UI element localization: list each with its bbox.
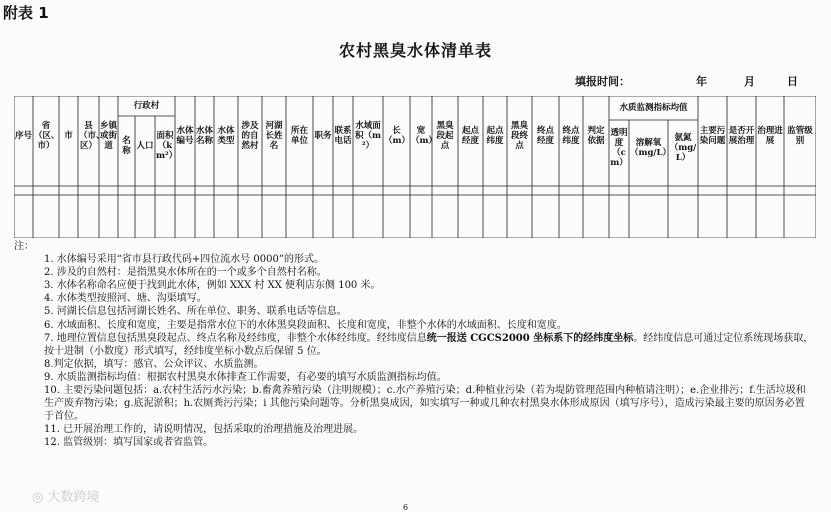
note-2: 2. 涉及的自然村：是指黑臭水体所在的一个或多个自然村名称。 bbox=[44, 267, 327, 279]
table-header-cell: 水域面积（m²） bbox=[355, 121, 381, 151]
table-header-cell: 终点经度 bbox=[536, 126, 554, 146]
table-header-cell: 联系电话 bbox=[334, 126, 352, 146]
date-month: 月 bbox=[744, 75, 755, 88]
note-8: 8.判定依据，填写：感官、公众评议、水质监测。 bbox=[44, 358, 264, 370]
table-header-cell: 序号 bbox=[15, 131, 33, 141]
notes-label: 注： bbox=[14, 241, 34, 252]
table-header-cell: 水体编号 bbox=[176, 126, 194, 146]
table-header-cell: 人口 bbox=[136, 141, 154, 151]
table-header-cell: 名称 bbox=[122, 136, 131, 156]
table-header-cell: 起点经度 bbox=[461, 126, 479, 146]
table-group-header-water-quality: 水质监测指标均值 bbox=[619, 103, 688, 113]
table-header-cell: 长（m） bbox=[384, 126, 410, 146]
table-header-cell: 黑臭段起点 bbox=[436, 121, 454, 151]
table-header-cell: 所在单位 bbox=[290, 126, 308, 146]
table-header-cell: 乡镇或街道 bbox=[100, 121, 118, 151]
table-header-cell: 县（市、区） bbox=[79, 121, 105, 151]
note-6: 6. 水域面积、长度和宽度，主要是指常水位下的水体黑臭段面积、长度和宽度，非整个水体的水域面积、长度和宽度。 bbox=[44, 319, 567, 331]
note-12: 12. 监管级别：填写国家或者省监管。 bbox=[44, 437, 214, 449]
table-header-cell: 溶解氧（mg/L） bbox=[630, 138, 672, 158]
inventory-table-grid bbox=[14, 96, 816, 238]
note-11: 11. 已开展治理工作的，请说明情况，包括采取的治理措施及治理进展。 bbox=[44, 424, 364, 436]
note-3: 3. 水体名称命名应便于找到此水体，例如 XXX 村 XX 便利店东侧 100 米。 bbox=[44, 280, 381, 292]
page-number: 6 bbox=[403, 503, 409, 512]
table-header-cell: 宽（m） bbox=[411, 126, 437, 146]
watermark-logo-icon: ◎ bbox=[32, 490, 48, 505]
table-header-cell: 涉及的自然村 bbox=[241, 121, 259, 151]
table-header-cell: 透明度（cm） bbox=[610, 128, 628, 168]
table-header-cell: 水体名称 bbox=[196, 126, 214, 146]
table-header-cell: 省（区、市） bbox=[34, 121, 60, 151]
note-1: 1. 水体编号采用“省市县行政代码+四位流水号 0000”的形式。 bbox=[44, 254, 324, 266]
table-header-cell: 市 bbox=[64, 131, 73, 141]
note-5: 5. 河湖长信息包括河湖长姓名、所在单位、职务、联系电话等信息。 bbox=[44, 306, 347, 318]
table-header-cell: 主要污染问题 bbox=[699, 126, 726, 146]
table-header-cell: 判定依据 bbox=[587, 126, 605, 146]
table-header-cell: 是否开展治理 bbox=[728, 126, 755, 146]
table-header-cell: 水体类型 bbox=[217, 126, 235, 146]
page-title: 农村黑臭水体清单表 bbox=[338, 41, 492, 60]
table-header-cell: 氨氮（mg/L） bbox=[669, 133, 697, 163]
appendix-label: 附表 1 bbox=[3, 4, 49, 22]
note-4: 4. 水体类型按照河、塘、沟渠填写。 bbox=[44, 293, 207, 305]
note-10: 10. 主要污染问题包括：a.农村生活污水污染；b.畜禽养殖污染（注明规模）；c.水产养殖污染；d.种植业污染（若为堤防管理范围内种植请注明）；e.企业排污；f.生活垃圾和生产废弃物污染；g.底泥淤积；h.农厕粪污污染；i 其他污染问题等。分析黑臭成因，如实填写一种或几种农村黑臭水体形成原因（填写序号），造成污染最主要的原因务必置于首位。 bbox=[44, 385, 806, 423]
table-header-cell: 治理进展 bbox=[757, 126, 783, 146]
notes-section bbox=[14, 240, 814, 450]
table-header-cell: 起点纬度 bbox=[486, 126, 504, 146]
date-day: 日 bbox=[787, 75, 798, 88]
table-header-cell: 职务 bbox=[314, 131, 332, 141]
note-9: 9. 水质监测指标均值：根据农村黑臭水体排查工作需要，有必要的填写水质监测指标均值。 bbox=[44, 371, 447, 383]
date-year: 年 bbox=[696, 75, 707, 88]
table-header-cell: 终点纬度 bbox=[562, 126, 580, 146]
watermark: ◎ 大数跨境 bbox=[32, 490, 100, 505]
table-header-cell: 面积（km²） bbox=[156, 131, 178, 161]
table-group-header-admin-village: 行政村 bbox=[133, 101, 160, 111]
table-header-cell: 黑臭段终点 bbox=[510, 121, 528, 151]
date-label: 填报时间： bbox=[575, 75, 630, 88]
note-7: 7. 地理位置信息包括黑臭段起点、终点名称及经纬度，非整个水体经纬度。经纬度信息统一报送 CGCS2000 坐标系下的经纬度坐标。经纬度信息可通过定位系统现场获取，按十进制（小数度）形式填写，经纬度坐标小数点后保留 5 位。 bbox=[44, 332, 814, 357]
table-header-cell: 监管级别 bbox=[787, 126, 813, 146]
table-header-cell: 河湖长姓名 bbox=[265, 121, 283, 151]
